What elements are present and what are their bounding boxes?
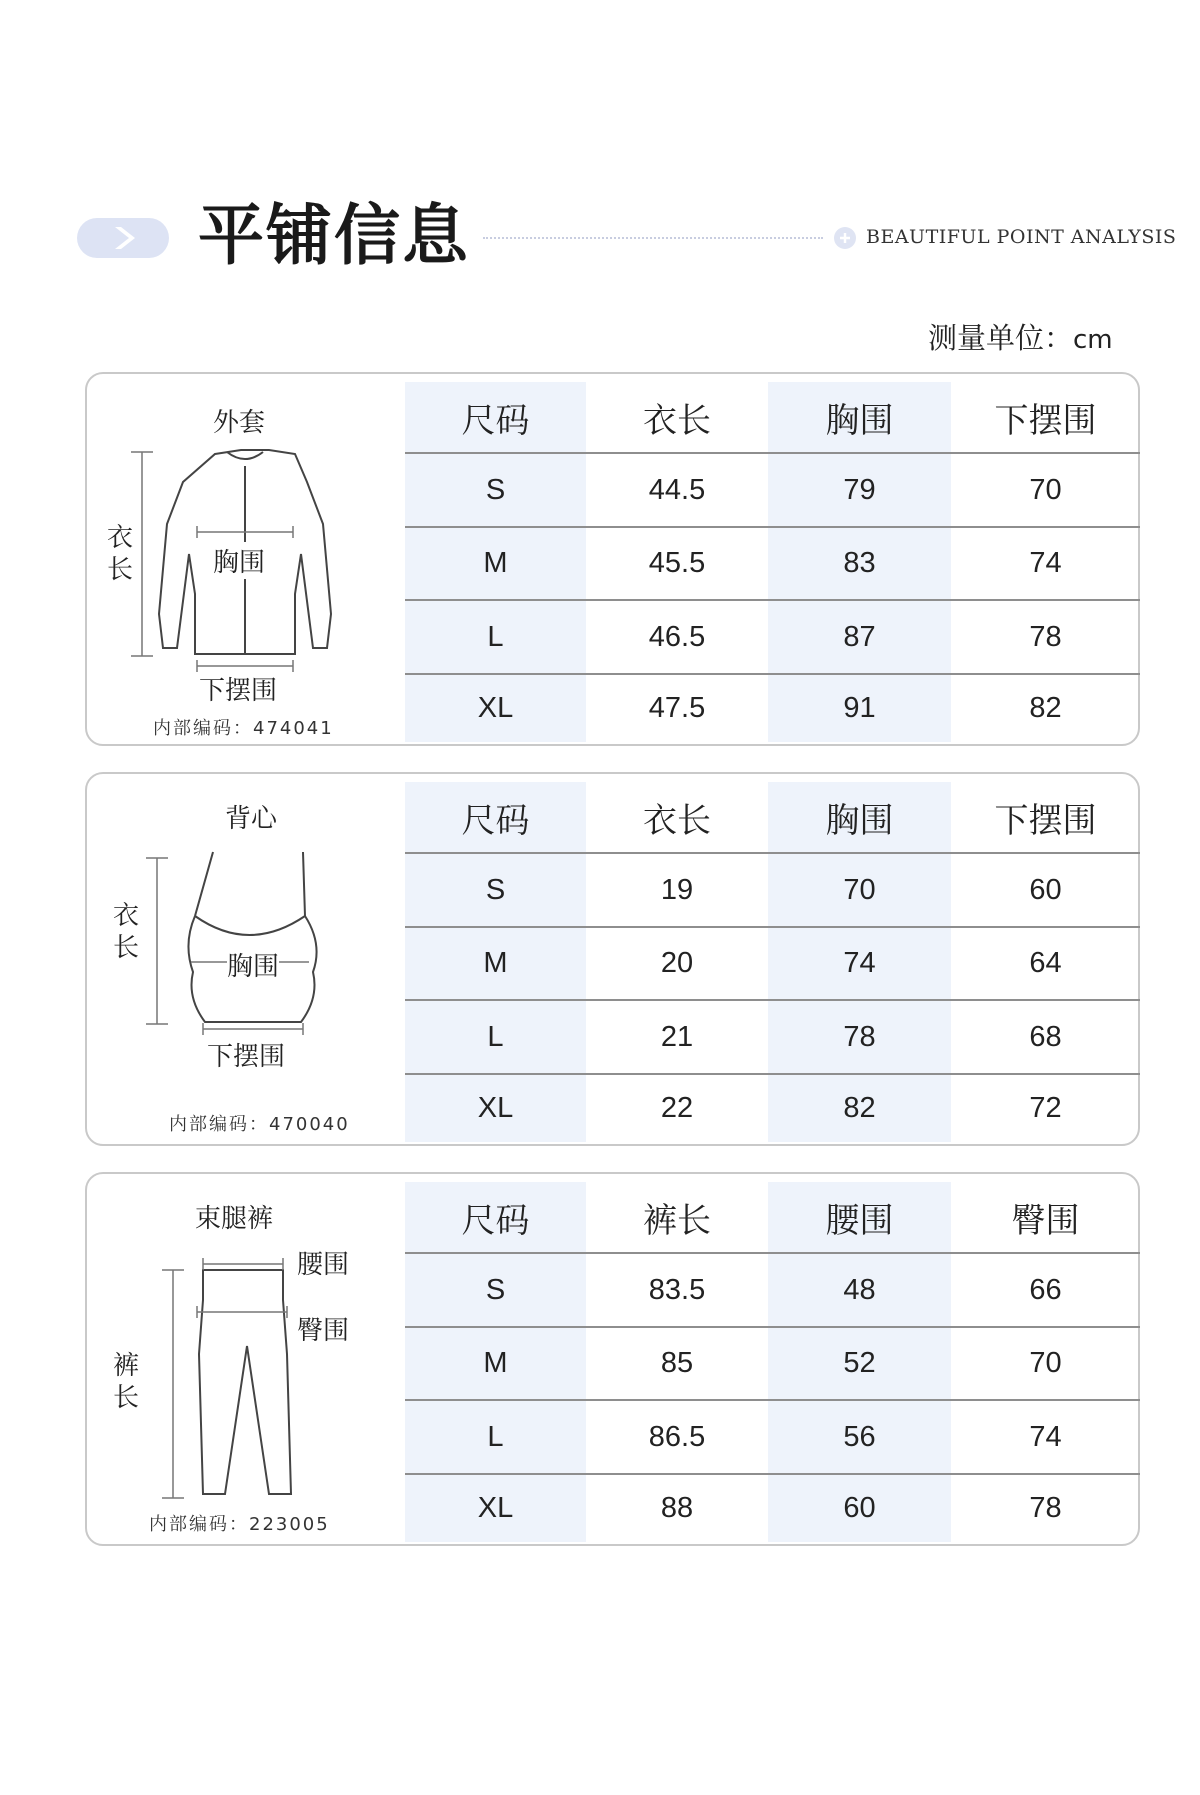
- table-cell: XL: [477, 1092, 514, 1124]
- table-cell: M: [483, 1347, 508, 1379]
- table-cell: 85: [660, 1347, 694, 1379]
- garment-name: 束腿裤: [195, 1204, 274, 1234]
- waist-label: 腰围: [297, 1250, 350, 1280]
- table-cell: 82: [1029, 692, 1062, 724]
- chest-label: 胸围: [213, 542, 265, 579]
- hem-label: 下摆围: [207, 1042, 286, 1072]
- measurement-unit: [928, 316, 1113, 357]
- header-cell: 衣长: [643, 800, 711, 841]
- unit-value: cm: [1073, 325, 1113, 355]
- table-cell: S: [485, 1273, 506, 1306]
- table-row: [405, 1075, 1140, 1142]
- table-row: [405, 1475, 1140, 1542]
- table-cell: 83: [843, 547, 876, 579]
- header-cell: 臀围: [1011, 1200, 1080, 1241]
- table-cell: 78: [1029, 620, 1062, 653]
- table-cell: 48: [843, 1273, 876, 1306]
- table-header: [405, 1182, 1140, 1254]
- table-header: [405, 382, 1140, 454]
- length-label: 衣长: [112, 901, 139, 963]
- length-label: 裤长: [112, 1351, 139, 1413]
- size-card-vest: [85, 772, 1140, 1146]
- table-row: [405, 528, 1140, 601]
- table-cell: 74: [843, 947, 876, 979]
- table-cell: 70: [1029, 1347, 1062, 1379]
- table-cell: 19: [660, 873, 694, 906]
- table-cell: 72: [1029, 1092, 1062, 1124]
- table-cell: 87: [843, 620, 876, 653]
- table-cell: 88: [660, 1492, 694, 1524]
- table-cell: XL: [477, 1492, 514, 1524]
- header-cell: 衣长: [643, 400, 711, 441]
- table-row: [405, 928, 1140, 1001]
- table-row: [405, 1254, 1140, 1328]
- internal-code: 内部编码：223005: [149, 1514, 330, 1535]
- table-cell: L: [487, 1420, 504, 1453]
- table-cell: L: [487, 1020, 504, 1053]
- subtitle: BEAUTIFUL POINT ANALYSIS: [866, 226, 1177, 248]
- table-cell: S: [485, 473, 506, 506]
- table-row: [405, 1328, 1140, 1401]
- header-cell: 胸围: [825, 400, 894, 441]
- garment-diagram: [87, 774, 407, 1144]
- table-cell: M: [483, 547, 508, 579]
- garment-name: 背心: [225, 804, 278, 834]
- header-cell: 腰围: [825, 1200, 894, 1241]
- header-cell: 裤长: [643, 1200, 711, 1241]
- table-cell: 66: [1029, 1273, 1062, 1306]
- table-cell: M: [483, 947, 508, 979]
- garment-diagram: [87, 374, 407, 744]
- chevron-right-icon: [105, 223, 145, 253]
- table-cell: 60: [843, 1492, 876, 1524]
- table-cell: 91: [843, 692, 876, 724]
- table-cell: 82: [843, 1092, 876, 1124]
- page-title: 平铺信息: [198, 197, 470, 274]
- table-cell: 83.5: [648, 1273, 706, 1306]
- table-cell: 47.5: [648, 692, 706, 724]
- table-cell: L: [487, 620, 504, 653]
- header-cell: 尺码: [461, 800, 530, 841]
- header-cell: 尺码: [461, 1200, 530, 1241]
- table-cell: 21: [660, 1020, 694, 1053]
- table-cell: S: [485, 873, 506, 906]
- hem-label: 下摆围: [199, 676, 278, 706]
- header-cell: 尺码: [461, 400, 530, 441]
- header: [0, 0, 1200, 355]
- table-cell: 56: [843, 1420, 876, 1453]
- internal-code: 内部编码：470040: [169, 1114, 350, 1135]
- table-row: [405, 1401, 1140, 1475]
- table-cell: 22: [660, 1092, 694, 1124]
- table-cell: 78: [843, 1020, 876, 1053]
- dotted-divider: [483, 237, 823, 239]
- header-cell: 下摆围: [994, 400, 1097, 441]
- table-cell: 79: [843, 473, 876, 506]
- size-card-leggings: [85, 1172, 1140, 1546]
- length-label: 衣长: [106, 523, 133, 585]
- table-row: [405, 601, 1140, 675]
- header-cell: 胸围: [825, 800, 894, 841]
- table-row: [405, 454, 1140, 528]
- table-cell: 74: [1029, 1420, 1062, 1453]
- chest-label: 胸围: [227, 946, 279, 983]
- table-cell: 64: [1029, 947, 1062, 979]
- table-row: [405, 675, 1140, 742]
- table-cell: 46.5: [648, 620, 706, 653]
- hip-label: 臀围: [297, 1316, 350, 1346]
- internal-code: 内部编码：474041: [153, 718, 334, 739]
- garment-diagram: [87, 1174, 407, 1544]
- size-card-jacket: [85, 372, 1140, 746]
- garment-name: 外套: [213, 408, 266, 438]
- table-cell: 44.5: [648, 473, 706, 506]
- table-row: [405, 854, 1140, 928]
- table-cell: 70: [1029, 473, 1062, 506]
- table-cell: 78: [1029, 1492, 1062, 1524]
- plus-circle-icon: [834, 227, 856, 249]
- table-cell: 70: [843, 873, 876, 906]
- table-cell: 20: [660, 947, 694, 979]
- table-cell: 60: [1029, 873, 1062, 906]
- table-cell: 68: [1029, 1020, 1062, 1053]
- table-cell: 45.5: [648, 547, 706, 579]
- unit-label: 测量单位：: [928, 321, 1074, 355]
- section-pill: [77, 218, 169, 258]
- table-cell: XL: [477, 692, 514, 724]
- table-row: [405, 1001, 1140, 1075]
- table-cell: 86.5: [648, 1420, 706, 1453]
- table-cell: 74: [1029, 547, 1062, 579]
- table-header: [405, 782, 1140, 854]
- header-cell: 下摆围: [994, 800, 1097, 841]
- table-cell: 52: [843, 1347, 876, 1379]
